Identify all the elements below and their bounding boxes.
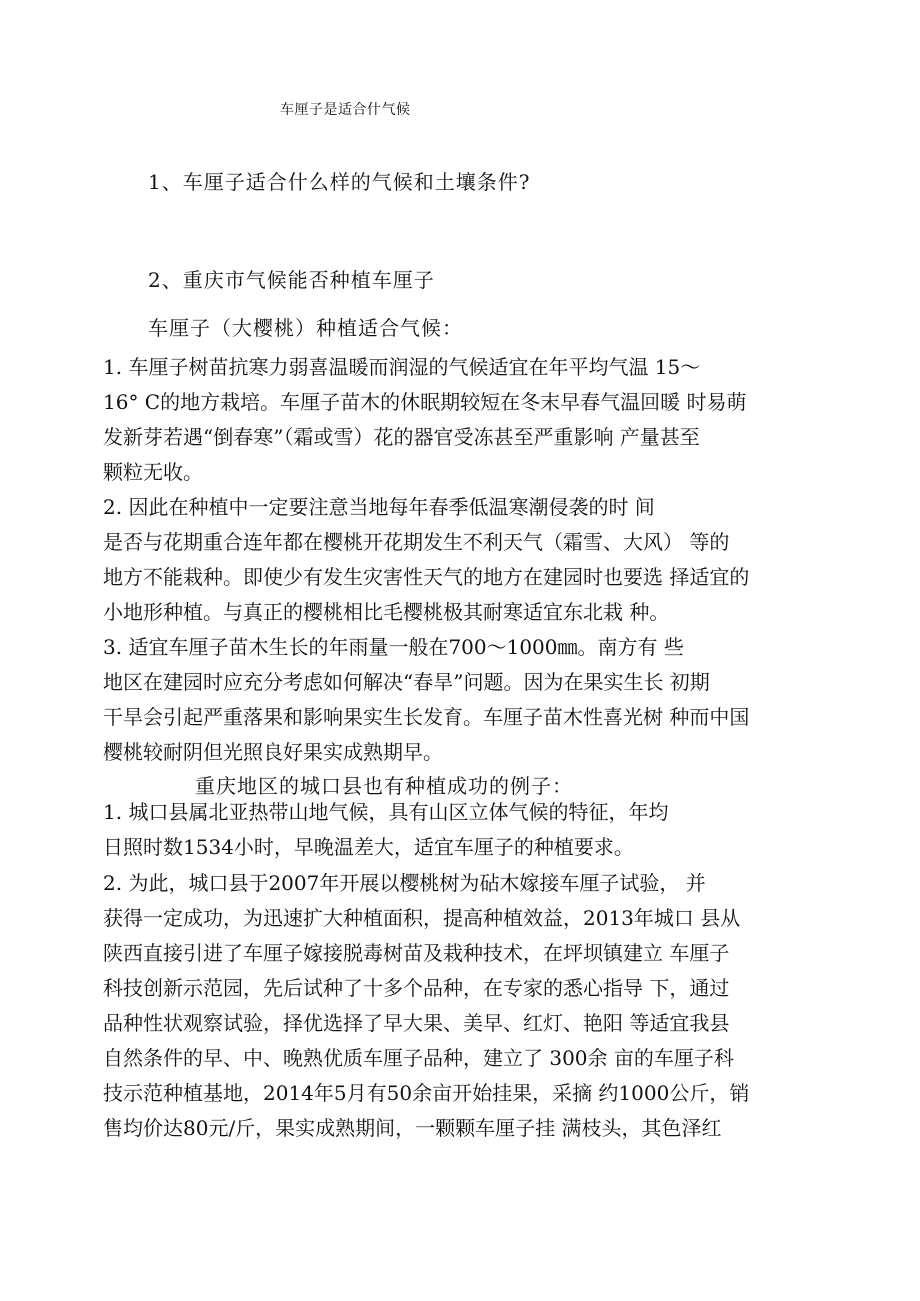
paragraph-chengkou-climate xyxy=(103,795,835,865)
paragraph-line: 干旱会引起严重落果和影响果实生长发育。车厘子苗木性喜光树 种而中国 xyxy=(103,705,750,729)
paragraph-line: 樱桃较耐阴但光照良好果实成熟期早。 xyxy=(103,740,443,764)
paragraph-line: 自然条件的早、中、晚熟优质车厘子品种，建立了 300余 亩的车厘子科 xyxy=(103,1046,734,1070)
paragraph-line: 技示范种植基地，2014年5月有50余亩开始挂果，采摘 约1000公斤，销 xyxy=(103,1081,750,1105)
paragraph-line: 获得一定成功，为迅速扩大种植面积，提高种植效益，2013年城口 县从 xyxy=(103,906,741,930)
paragraph-line: 2. 为此，城口县于2007年开展以樱桃树为砧木嫁接车厘子试验， 并 xyxy=(103,871,706,895)
paragraph-line: 地区在建园时应充分考虑如何解决“春旱”问题。因为在果实生长 初期 xyxy=(103,670,710,694)
paragraph-line: 日照时数1534小时，早晚温差大，适宜车厘子的种植要求。 xyxy=(103,835,634,859)
paragraph-line: 16° C的地方栽培。车厘子苗木的休眠期较短在冬末早春气温回暖 时易萌 xyxy=(103,390,747,414)
chengkou-intro: 重庆地区的城口县也有种植成功的例子： xyxy=(195,774,573,798)
paragraph-line: 售均价达80元/斤，果实成熟期间，一颗颗车厘子挂 满枝头，其色泽红 xyxy=(103,1116,722,1140)
paragraph-line: 科技创新示范园，先后试种了十多个品种，在专家的悉心指导 下，通过 xyxy=(103,976,730,1000)
paragraph-line: 品种性状观察试验，择优选择了早大果、美早、红灯、艳阳 等适宜我县 xyxy=(103,1011,730,1035)
paragraph-rainfall xyxy=(103,630,835,770)
paragraph-line: 是否与花期重合连年都在樱桃开花期发生不利天气（霜雪、大风） 等的 xyxy=(103,530,730,554)
paragraph-line: 1. 城口县属北亚热带山地气候，具有山区立体气候的特征，年均 xyxy=(103,800,669,824)
paragraph-line: 发新芽若遇“倒春寒”（霜或雪）花的器官受冻甚至严重影响 产量甚至 xyxy=(103,425,700,449)
paragraph-chengkou-practice xyxy=(103,866,835,1146)
paragraph-cold-wave xyxy=(103,490,835,630)
paragraph-line: 地方不能栽种。即使少有发生灾害性天气的地方在建园时也要选 择适宜的 xyxy=(103,565,750,589)
paragraph-line: 颗粒无收。 xyxy=(103,460,203,484)
paragraph-line: 3. 适宜车厘子苗木生长的年雨量一般在700～1000㎜。南方有 些 xyxy=(103,635,684,659)
paragraph-line: 小地形种植。与真正的樱桃相比毛樱桃极其耐寒适宜东北栽 种。 xyxy=(103,600,670,624)
paragraph-line: 1. 车厘子树苗抗寒力弱喜温暖而润湿的气候适宜在年平均气温 15～ xyxy=(103,355,701,379)
heading-question-1: 1、车厘子适合什么样的气候和土壤条件? xyxy=(148,170,531,194)
paragraph-line: 陕西直接引进了车厘子嫁接脱毒树苗及栽种技术，在坪坝镇建立 车厘子 xyxy=(103,941,730,965)
paragraph-line: 2. 因此在种植中一定要注意当地每年春季低温寒潮侵袭的时 间 xyxy=(103,495,655,519)
climate-subheading: 车厘子（大樱桃）种植适合气候： xyxy=(148,316,463,340)
document-title: 车厘子是适合什气候 xyxy=(280,102,411,118)
paragraph-temperature xyxy=(103,350,835,490)
heading-question-2: 2、重庆市气候能否种植车厘子 xyxy=(148,268,435,292)
